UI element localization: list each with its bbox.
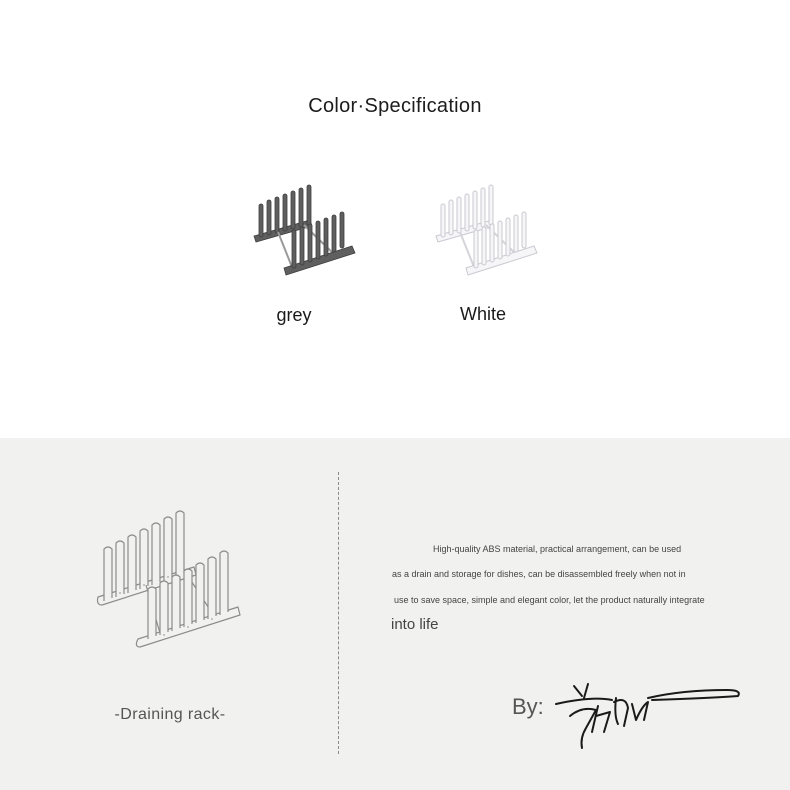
description-line-3: use to save space, simple and elegant color, let the product naturally integrate bbox=[394, 595, 705, 605]
white-rack-image bbox=[430, 180, 542, 284]
grey-label: grey bbox=[276, 305, 312, 325]
grey-rack-image bbox=[248, 180, 360, 284]
white-label: White bbox=[459, 304, 506, 324]
rack-line-drawing bbox=[90, 505, 250, 655]
by-label: By: bbox=[512, 694, 544, 719]
description-line-4: into life bbox=[391, 616, 439, 633]
product-caption: -Draining rack- bbox=[114, 706, 226, 723]
section-title: Color·Specification bbox=[308, 95, 482, 117]
description-line-2: as a drain and storage for dishes, can be disassembled freely when not in bbox=[392, 569, 686, 579]
dashed-divider bbox=[338, 472, 339, 754]
description-line-1: High-quality ABS material, practical arrangement, can be used bbox=[433, 544, 682, 554]
handwritten-signature bbox=[552, 676, 747, 756]
